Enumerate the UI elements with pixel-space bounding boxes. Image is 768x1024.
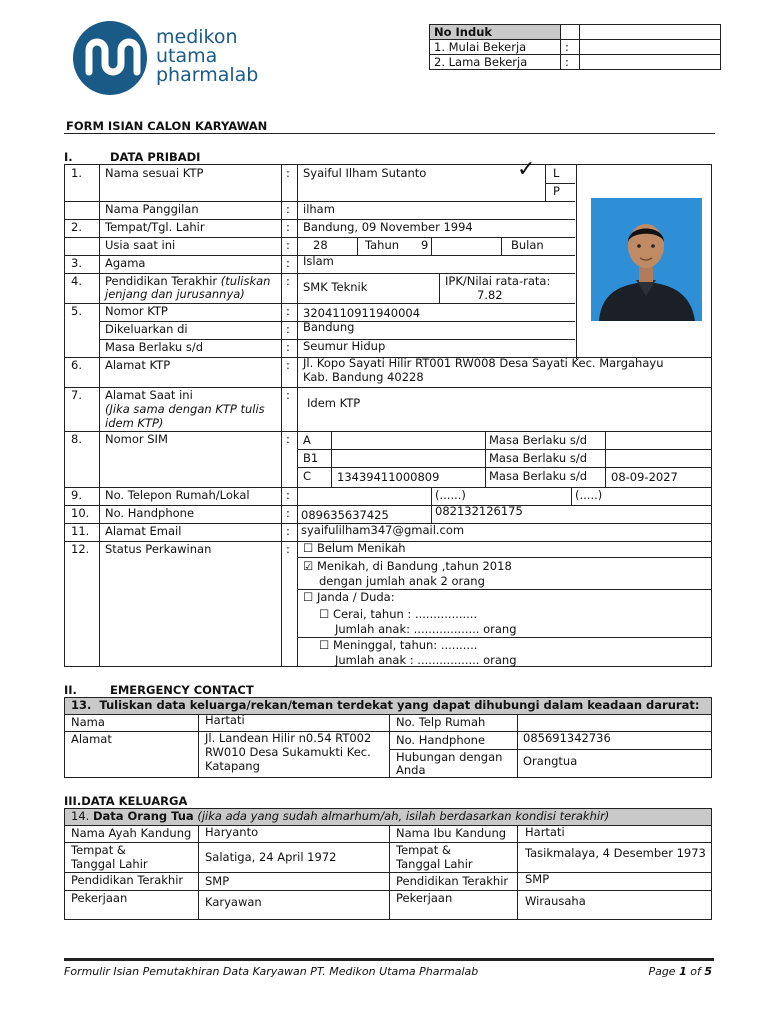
logo-text: medikon utama pharmalab — [156, 26, 259, 86]
employee-id-box: No Induk 1. Mulai Bekerja : 2. Lama Bekerja : — [429, 24, 721, 70]
value-email[interactable]: syaifulilham347@gmail.com — [301, 523, 465, 537]
no-induk-label: No Induk — [430, 25, 561, 40]
no-induk-field[interactable] — [580, 25, 721, 40]
value-ibu-nama[interactable]: Hartati — [525, 825, 565, 839]
value-agama[interactable]: Islam — [303, 254, 334, 268]
mulai-bekerja-label: 1. Mulai Bekerja — [430, 40, 561, 55]
label-status: Status Perkawinan — [105, 542, 212, 556]
value-emergency-alamat-3[interactable]: Katapang — [205, 759, 260, 773]
value-emergency-nama[interactable]: Hartati — [205, 713, 245, 727]
company-logo — [72, 20, 262, 96]
lama-bekerja-label: 2. Lama Bekerja — [430, 55, 561, 70]
value-ipk[interactable]: 7.82 — [477, 288, 503, 302]
label-usia: Usia saat ini — [105, 238, 176, 252]
section-1-title: DATA PRIBADI — [110, 150, 201, 164]
title-rule — [64, 133, 715, 134]
value-pendidikan[interactable]: SMK Teknik — [303, 280, 368, 294]
data-pribadi-table: 1. Nama sesuai KTP : Syaiful Ilham Sutanto ✓ L P Nama Panggilan : ilham 2. Tempat/Tgl. Lahir : Bandung, 09 November 1994 Usia saat ini : 28 Tahun 9 Bulan 3. Agama : Islam 4. Pendidikan Terakhir (tuliskan jenjang dan jurusannya) : SMK Teknik IPK/Nilai rata-rata: 7.82 5. Nomor KTP : 3204110911940004 Dikeluarkan di : Bandung Masa Berlaku s/d : Seumur Hidup 6. Alamat KTP : Jl. Kopo Sayati Hilir RT001 RW008 Desa Sayati Kec. Margahayu Kab. Bandung 40228 7. Alamat Saat ini (Jika sama dengan KTP tulis idem KTP) : Idem KTP 8. Nomor SIM : A B1 C 13439411000809 Masa Berlaku s/d Masa Berlaku s/d Masa Berlaku s/d 08-09-2027 9. No. Telepon Rumah/Lokal : (......) (.....) 10. No. Handphone : 089635637425 082132126175 11. Alamat Email : syaifulilham347@gmail.com 12. Status Perkawinan : ☐ Belum Menikah ☑ Menikah, di Bandung ,tahun 2018 dengan jumlah anak 2 orang ☐ Janda / Duda: ☐ Cerai, tahun : ................. Jumlah anak: .................. orang ☐ Meninggal, tahun: .......... Jumlah anak : ................. orang — [64, 164, 712, 667]
value-alamat-ktp-2[interactable]: Kab. Bandung 40228 — [303, 370, 424, 384]
value-ayah-ttl[interactable]: Salatiga, 24 April 1972 — [205, 850, 337, 864]
label-alamat-saat-ini: Alamat Saat ini — [105, 388, 193, 402]
footer-rule — [64, 958, 714, 961]
status-belum-menikah[interactable]: ☐ Belum Menikah — [303, 541, 406, 555]
label-handphone: No. Handphone — [105, 506, 195, 520]
label-ktp: Nomor KTP — [105, 304, 168, 318]
value-emergency-alamat-2[interactable]: RW010 Desa Sukamukti Kec. — [205, 745, 371, 759]
value-ayah-nama[interactable]: Haryanto — [205, 825, 259, 839]
label-ttl: Tempat/Tgl. Lahir — [105, 220, 205, 234]
label-email: Alamat Email — [105, 524, 182, 538]
checkmark-icon: ✓ — [517, 157, 536, 182]
page-indicator: Page 1 of 5 — [648, 965, 712, 978]
value-masa-berlaku-ktp[interactable]: Seumur Hidup — [303, 339, 386, 353]
profile-photo — [591, 198, 702, 321]
gender-p[interactable]: P — [553, 184, 560, 198]
emergency-header: 13. Tuliskan data keluarga/rekan/teman terdekat yang dapat dihubungi dalam keadaan darurat: — [71, 698, 700, 712]
value-handphone-1[interactable]: 089635637425 — [301, 508, 389, 522]
section-1-number: I. — [64, 150, 73, 164]
status-cerai[interactable]: ☐ Cerai, tahun : ................. — [319, 607, 478, 621]
mulai-bekerja-field[interactable] — [580, 40, 721, 55]
value-nama-panggilan[interactable]: ilham — [303, 202, 335, 216]
footer-text: Formulir Isian Pemutakhiran Data Karyawan PT. Medikon Utama Pharmalab — [64, 965, 479, 978]
label-sim: Nomor SIM — [105, 432, 168, 446]
value-handphone-2[interactable]: 082132126175 — [435, 504, 523, 518]
value-nama-ktp[interactable]: Syaiful Ilham Sutanto — [303, 166, 427, 180]
label-masa-berlaku-ktp: Masa Berlaku s/d — [105, 340, 204, 354]
value-alamat-saat-ini[interactable]: Idem KTP — [307, 396, 361, 410]
value-usia-bulan[interactable]: 9 — [421, 238, 429, 252]
keluarga-table: 14. Data Orang Tua (jika ada yang sudah almarhum/ah, isilah berdasarkan kondisi terakhir) Nama Ayah Kandung Haryanto Nama Ibu Kandung Hartati Tempat & Tanggal Lahir Salatiga, 24 April 1972 Tempat & Tanggal Lahir Tasikmalaya, 4 Desember 1973 Pendidikan Terakhir SMP Pendidikan Terakhir SMP Pekerjaan Karyawan Pekerjaan Wirausaha — [64, 808, 712, 920]
status-meninggal[interactable]: ☐ Meninggal, tahun: .......... — [319, 638, 478, 652]
emergency-table: 13. Tuliskan data keluarga/rekan/teman terdekat yang dapat dihubungi dalam keadaan darurat: Nama Hartati No. Telp Rumah Alamat Jl. Landean Hilir n0.54 RT002 RW010 Desa Sukamukti Kec. Katapang No. Handphone 085691342736 Hubungan dengan Anda Orangtua — [64, 697, 712, 778]
label-dikeluarkan: Dikeluarkan di — [105, 322, 188, 336]
value-ibu-pendidikan[interactable]: SMP — [525, 872, 550, 886]
section-3-title: III.DATA KELUARGA — [64, 794, 188, 808]
keluarga-header: 14. Data Orang Tua (jika ada yang sudah almarhum/ah, isilah berdasarkan kondisi terakhir) — [71, 809, 610, 823]
label-agama: Agama — [105, 256, 146, 270]
label-pendidikan: Pendidikan Terakhir (tuliskan — [105, 274, 271, 288]
value-sim-c[interactable]: 13439411000809 — [337, 470, 440, 484]
section-2-title: EMERGENCY CONTACT — [110, 683, 254, 697]
value-usia-tahun[interactable]: 28 — [313, 238, 328, 252]
value-ayah-pendidikan[interactable]: SMP — [205, 874, 230, 888]
value-ayah-pekerjaan[interactable]: Karyawan — [205, 895, 262, 909]
value-alamat-ktp-1[interactable]: Jl. Kopo Sayati Hilir RT001 RW008 Desa Sayati Kec. Margahayu — [303, 356, 664, 370]
label-nama-panggilan: Nama Panggilan — [105, 202, 199, 216]
logo-mark-icon — [72, 20, 150, 96]
status-janda-duda[interactable]: ☐ Janda / Duda: — [303, 590, 395, 604]
label-nama-ktp: Nama sesuai KTP — [105, 166, 204, 180]
label-ipk: IPK/Nilai rata-rata: — [445, 274, 551, 288]
value-ibu-pekerjaan[interactable]: Wirausaha — [525, 894, 586, 908]
value-dikeluarkan[interactable]: Bandung — [303, 320, 355, 334]
value-telepon-2[interactable]: (.....) — [575, 488, 603, 502]
value-emergency-hp[interactable]: 085691342736 — [523, 731, 611, 745]
label-alamat-ktp: Alamat KTP — [105, 358, 171, 372]
person-photo-icon — [591, 198, 702, 321]
value-sim-c-masa[interactable]: 08-09-2027 — [611, 470, 678, 484]
section-2-number: II. — [64, 683, 77, 697]
value-emergency-hubungan[interactable]: Orangtua — [523, 754, 578, 768]
label-telepon: No. Telepon Rumah/Lokal — [105, 488, 250, 502]
value-emergency-alamat-1[interactable]: Jl. Landean Hilir n0.54 RT002 — [205, 731, 372, 745]
value-ktp[interactable]: 3204110911940004 — [303, 306, 421, 320]
value-ibu-ttl[interactable]: Tasikmalaya, 4 Desember 1973 — [525, 846, 706, 860]
lama-bekerja-field[interactable] — [580, 55, 721, 70]
value-telepon-1[interactable]: (......) — [435, 488, 466, 502]
form-title: FORM ISIAN CALON KARYAWAN — [66, 119, 268, 133]
value-ttl[interactable]: Bandung, 09 November 1994 — [303, 220, 473, 234]
status-menikah[interactable]: ☑ Menikah, di Bandung ,tahun 2018 — [303, 559, 512, 573]
gender-l[interactable]: L — [553, 166, 560, 180]
